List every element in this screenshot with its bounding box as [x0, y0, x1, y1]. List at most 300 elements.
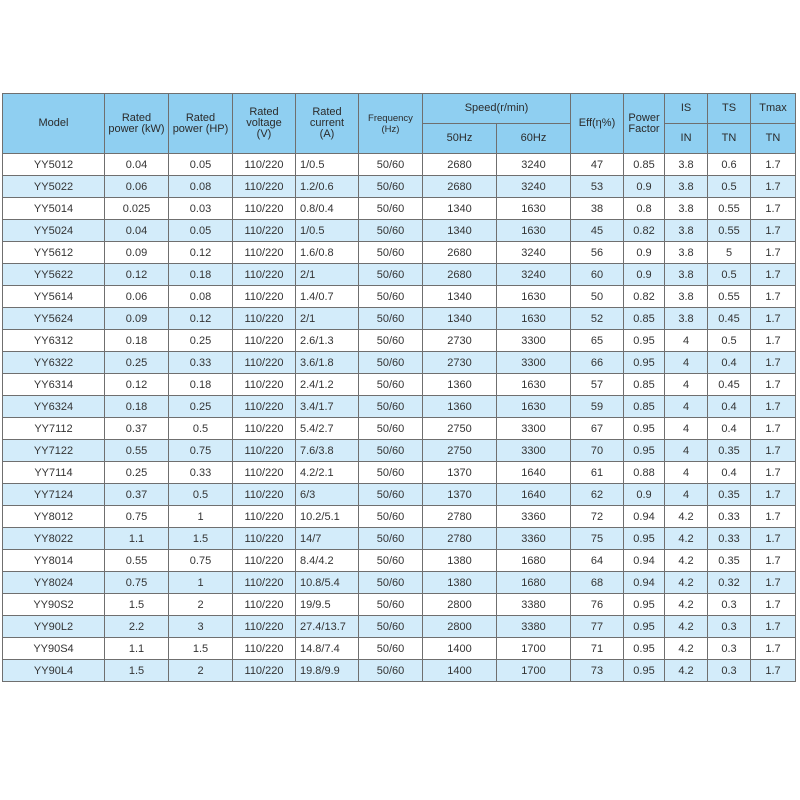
table-row	[3, 242, 796, 264]
cell-model: YY5612	[3, 242, 105, 264]
cell-rated-voltage: 110/220	[233, 330, 296, 352]
cell-rated-voltage: 110/220	[233, 528, 296, 550]
table-row	[3, 484, 796, 506]
header-in: IN	[665, 124, 708, 154]
cell-rated-current: 10.8/5.4	[296, 572, 359, 594]
cell-rated-current: 19/9.5	[296, 594, 359, 616]
cell-ts-tn: 0.5	[708, 264, 751, 286]
cell-model: YY7122	[3, 440, 105, 462]
cell-frequency: 50/60	[359, 506, 423, 528]
cell-tmax-tn: 1.7	[751, 638, 796, 660]
cell-rated-current: 7.6/3.8	[296, 440, 359, 462]
cell-rated-current: 2.6/1.3	[296, 330, 359, 352]
table-row	[3, 352, 796, 374]
cell-speed-50hz: 1340	[423, 308, 497, 330]
cell-frequency: 50/60	[359, 616, 423, 638]
cell-speed-60hz: 1640	[497, 484, 571, 506]
cell-model: YY8024	[3, 572, 105, 594]
table-row	[3, 330, 796, 352]
cell-speed-50hz: 2750	[423, 418, 497, 440]
cell-rated-power-hp: 0.25	[169, 330, 233, 352]
cell-rated-voltage: 110/220	[233, 572, 296, 594]
cell-model: YY8022	[3, 528, 105, 550]
cell-frequency: 50/60	[359, 242, 423, 264]
cell-eff: 61	[571, 462, 624, 484]
cell-rated-voltage: 110/220	[233, 418, 296, 440]
cell-speed-60hz: 1630	[497, 286, 571, 308]
cell-rated-power-hp: 0.33	[169, 352, 233, 374]
cell-rated-power-hp: 3	[169, 616, 233, 638]
cell-power-factor: 0.9	[624, 484, 665, 506]
cell-speed-60hz: 1630	[497, 374, 571, 396]
cell-power-factor: 0.95	[624, 660, 665, 682]
cell-speed-50hz: 2780	[423, 506, 497, 528]
cell-eff: 53	[571, 176, 624, 198]
cell-frequency: 50/60	[359, 330, 423, 352]
cell-is-in: 4.2	[665, 594, 708, 616]
header-speed: Speed(r/min)	[423, 94, 571, 124]
cell-eff: 57	[571, 374, 624, 396]
cell-rated-power-hp: 0.08	[169, 286, 233, 308]
cell-frequency: 50/60	[359, 176, 423, 198]
cell-model: YY5622	[3, 264, 105, 286]
cell-speed-60hz: 3300	[497, 440, 571, 462]
cell-ts-tn: 0.4	[708, 418, 751, 440]
cell-eff: 38	[571, 198, 624, 220]
table-row	[3, 374, 796, 396]
cell-model: YY7112	[3, 418, 105, 440]
table-row	[3, 154, 796, 176]
cell-speed-50hz: 1400	[423, 638, 497, 660]
cell-rated-power-hp: 1.5	[169, 638, 233, 660]
cell-frequency: 50/60	[359, 660, 423, 682]
header-is: IS	[665, 94, 708, 124]
cell-model: YY90S4	[3, 638, 105, 660]
cell-rated-current: 4.2/2.1	[296, 462, 359, 484]
cell-rated-voltage: 110/220	[233, 484, 296, 506]
cell-tmax-tn: 1.7	[751, 220, 796, 242]
cell-is-in: 4.2	[665, 506, 708, 528]
cell-is-in: 3.8	[665, 242, 708, 264]
header-model: Model	[3, 94, 105, 154]
cell-tmax-tn: 1.7	[751, 198, 796, 220]
cell-speed-60hz: 3240	[497, 264, 571, 286]
cell-eff: 50	[571, 286, 624, 308]
cell-rated-power-kw: 1.1	[105, 528, 169, 550]
cell-eff: 62	[571, 484, 624, 506]
cell-eff: 47	[571, 154, 624, 176]
cell-rated-voltage: 110/220	[233, 616, 296, 638]
cell-ts-tn: 0.32	[708, 572, 751, 594]
cell-rated-voltage: 110/220	[233, 352, 296, 374]
cell-speed-60hz: 1680	[497, 572, 571, 594]
header-rated-power-kw: Rated power (kW)	[105, 94, 169, 154]
table-body	[3, 154, 796, 682]
cell-rated-power-hp: 0.12	[169, 308, 233, 330]
cell-power-factor: 0.85	[624, 374, 665, 396]
cell-eff: 66	[571, 352, 624, 374]
header-rated-voltage: Rated voltage (V)	[233, 94, 296, 154]
cell-eff: 60	[571, 264, 624, 286]
header-rated-current: Rated current (A)	[296, 94, 359, 154]
cell-is-in: 4	[665, 484, 708, 506]
cell-speed-60hz: 1630	[497, 198, 571, 220]
cell-tmax-tn: 1.7	[751, 396, 796, 418]
table-row	[3, 176, 796, 198]
cell-tmax-tn: 1.7	[751, 506, 796, 528]
cell-frequency: 50/60	[359, 528, 423, 550]
cell-speed-50hz: 2750	[423, 440, 497, 462]
cell-rated-power-kw: 0.04	[105, 154, 169, 176]
cell-rated-power-hp: 0.08	[169, 176, 233, 198]
cell-rated-current: 6/3	[296, 484, 359, 506]
table-row	[3, 638, 796, 660]
cell-speed-50hz: 1340	[423, 220, 497, 242]
cell-rated-power-kw: 1.5	[105, 660, 169, 682]
cell-eff: 59	[571, 396, 624, 418]
cell-rated-power-hp: 0.33	[169, 462, 233, 484]
cell-power-factor: 0.95	[624, 418, 665, 440]
cell-model: YY6322	[3, 352, 105, 374]
cell-ts-tn: 0.3	[708, 660, 751, 682]
cell-is-in: 4.2	[665, 528, 708, 550]
cell-frequency: 50/60	[359, 550, 423, 572]
cell-frequency: 50/60	[359, 462, 423, 484]
cell-tmax-tn: 1.7	[751, 550, 796, 572]
table-row	[3, 616, 796, 638]
cell-rated-power-hp: 1	[169, 572, 233, 594]
cell-is-in: 3.8	[665, 220, 708, 242]
cell-eff: 52	[571, 308, 624, 330]
cell-rated-voltage: 110/220	[233, 242, 296, 264]
cell-eff: 75	[571, 528, 624, 550]
table-header	[3, 94, 796, 154]
cell-rated-current: 27.4/13.7	[296, 616, 359, 638]
cell-tmax-tn: 1.7	[751, 528, 796, 550]
cell-is-in: 4.2	[665, 638, 708, 660]
cell-tmax-tn: 1.7	[751, 484, 796, 506]
cell-rated-current: 1.6/0.8	[296, 242, 359, 264]
cell-rated-current: 5.4/2.7	[296, 418, 359, 440]
cell-speed-60hz: 3300	[497, 418, 571, 440]
cell-rated-power-kw: 0.025	[105, 198, 169, 220]
cell-frequency: 50/60	[359, 264, 423, 286]
cell-tmax-tn: 1.7	[751, 242, 796, 264]
cell-rated-current: 1/0.5	[296, 220, 359, 242]
cell-speed-50hz: 1370	[423, 484, 497, 506]
header-tmax-tn: TN	[751, 124, 796, 154]
cell-is-in: 4	[665, 374, 708, 396]
cell-rated-power-kw: 0.25	[105, 352, 169, 374]
cell-rated-power-hp: 1.5	[169, 528, 233, 550]
cell-frequency: 50/60	[359, 396, 423, 418]
cell-power-factor: 0.8	[624, 198, 665, 220]
motor-spec-table	[2, 93, 796, 682]
cell-rated-power-kw: 0.06	[105, 286, 169, 308]
cell-rated-power-hp: 0.05	[169, 154, 233, 176]
cell-rated-power-kw: 0.09	[105, 242, 169, 264]
cell-speed-60hz: 3380	[497, 616, 571, 638]
table-row	[3, 572, 796, 594]
table-row	[3, 528, 796, 550]
cell-ts-tn: 0.3	[708, 638, 751, 660]
cell-frequency: 50/60	[359, 594, 423, 616]
cell-is-in: 4	[665, 396, 708, 418]
cell-ts-tn: 0.4	[708, 352, 751, 374]
cell-power-factor: 0.9	[624, 264, 665, 286]
cell-rated-power-kw: 0.18	[105, 396, 169, 418]
cell-rated-power-kw: 0.75	[105, 506, 169, 528]
cell-is-in: 4	[665, 352, 708, 374]
cell-rated-power-hp: 0.75	[169, 550, 233, 572]
cell-is-in: 3.8	[665, 198, 708, 220]
cell-power-factor: 0.85	[624, 154, 665, 176]
cell-power-factor: 0.85	[624, 308, 665, 330]
cell-speed-50hz: 1380	[423, 550, 497, 572]
cell-model: YY5022	[3, 176, 105, 198]
cell-rated-voltage: 110/220	[233, 440, 296, 462]
table-row	[3, 462, 796, 484]
cell-tmax-tn: 1.7	[751, 176, 796, 198]
cell-power-factor: 0.95	[624, 528, 665, 550]
cell-eff: 76	[571, 594, 624, 616]
cell-eff: 64	[571, 550, 624, 572]
cell-rated-current: 3.4/1.7	[296, 396, 359, 418]
cell-ts-tn: 0.35	[708, 484, 751, 506]
cell-power-factor: 0.9	[624, 242, 665, 264]
cell-tmax-tn: 1.7	[751, 572, 796, 594]
cell-rated-voltage: 110/220	[233, 176, 296, 198]
cell-ts-tn: 0.3	[708, 594, 751, 616]
header-eff: Eff(η%)	[571, 94, 624, 154]
cell-rated-current: 1.4/0.7	[296, 286, 359, 308]
table-row	[3, 396, 796, 418]
cell-ts-tn: 0.3	[708, 616, 751, 638]
cell-model: YY8012	[3, 506, 105, 528]
cell-ts-tn: 0.35	[708, 440, 751, 462]
cell-power-factor: 0.95	[624, 594, 665, 616]
cell-rated-voltage: 110/220	[233, 638, 296, 660]
cell-tmax-tn: 1.7	[751, 462, 796, 484]
table-row	[3, 308, 796, 330]
cell-speed-60hz: 3300	[497, 352, 571, 374]
cell-tmax-tn: 1.7	[751, 418, 796, 440]
cell-rated-power-hp: 0.75	[169, 440, 233, 462]
cell-model: YY90L2	[3, 616, 105, 638]
cell-speed-60hz: 3380	[497, 594, 571, 616]
cell-power-factor: 0.95	[624, 616, 665, 638]
table-row	[3, 220, 796, 242]
cell-speed-60hz: 1630	[497, 220, 571, 242]
cell-ts-tn: 0.55	[708, 198, 751, 220]
cell-tmax-tn: 1.7	[751, 286, 796, 308]
cell-model: YY5624	[3, 308, 105, 330]
cell-rated-power-kw: 0.06	[105, 176, 169, 198]
cell-model: YY8014	[3, 550, 105, 572]
cell-speed-60hz: 3300	[497, 330, 571, 352]
cell-rated-power-hp: 0.5	[169, 484, 233, 506]
cell-rated-current: 2.4/1.2	[296, 374, 359, 396]
header-speed-50hz: 50Hz	[423, 124, 497, 154]
cell-frequency: 50/60	[359, 286, 423, 308]
cell-rated-power-kw: 0.12	[105, 374, 169, 396]
cell-is-in: 4	[665, 330, 708, 352]
cell-tmax-tn: 1.7	[751, 308, 796, 330]
cell-model: YY7124	[3, 484, 105, 506]
cell-eff: 68	[571, 572, 624, 594]
table-row	[3, 506, 796, 528]
cell-speed-50hz: 2680	[423, 242, 497, 264]
cell-ts-tn: 0.4	[708, 396, 751, 418]
cell-rated-current: 19.8/9.9	[296, 660, 359, 682]
cell-ts-tn: 5	[708, 242, 751, 264]
cell-tmax-tn: 1.7	[751, 616, 796, 638]
cell-rated-current: 1/0.5	[296, 154, 359, 176]
cell-tmax-tn: 1.7	[751, 594, 796, 616]
header-speed-60hz: 60Hz	[497, 124, 571, 154]
cell-speed-50hz: 1370	[423, 462, 497, 484]
cell-rated-current: 14/7	[296, 528, 359, 550]
cell-model: YY5014	[3, 198, 105, 220]
cell-ts-tn: 0.55	[708, 286, 751, 308]
cell-power-factor: 0.95	[624, 352, 665, 374]
cell-rated-power-hp: 0.5	[169, 418, 233, 440]
cell-rated-power-hp: 0.03	[169, 198, 233, 220]
cell-rated-current: 2/1	[296, 264, 359, 286]
table-row	[3, 594, 796, 616]
cell-tmax-tn: 1.7	[751, 374, 796, 396]
cell-speed-60hz: 1630	[497, 308, 571, 330]
cell-speed-60hz: 3360	[497, 528, 571, 550]
cell-rated-power-kw: 0.12	[105, 264, 169, 286]
cell-rated-power-hp: 0.05	[169, 220, 233, 242]
cell-is-in: 3.8	[665, 308, 708, 330]
cell-ts-tn: 0.6	[708, 154, 751, 176]
cell-ts-tn: 0.55	[708, 220, 751, 242]
cell-rated-current: 10.2/5.1	[296, 506, 359, 528]
cell-ts-tn: 0.45	[708, 374, 751, 396]
cell-model: YY6314	[3, 374, 105, 396]
cell-speed-50hz: 1400	[423, 660, 497, 682]
cell-speed-60hz: 1700	[497, 638, 571, 660]
cell-model: YY6324	[3, 396, 105, 418]
cell-speed-60hz: 1700	[497, 660, 571, 682]
table-row	[3, 418, 796, 440]
cell-rated-power-hp: 0.18	[169, 374, 233, 396]
cell-eff: 45	[571, 220, 624, 242]
cell-speed-60hz: 1630	[497, 396, 571, 418]
cell-rated-voltage: 110/220	[233, 264, 296, 286]
cell-rated-power-kw: 0.75	[105, 572, 169, 594]
cell-power-factor: 0.95	[624, 638, 665, 660]
cell-rated-voltage: 110/220	[233, 506, 296, 528]
cell-speed-50hz: 2680	[423, 264, 497, 286]
cell-rated-current: 14.8/7.4	[296, 638, 359, 660]
cell-model: YY5012	[3, 154, 105, 176]
cell-ts-tn: 0.5	[708, 176, 751, 198]
cell-eff: 72	[571, 506, 624, 528]
cell-rated-power-kw: 0.55	[105, 550, 169, 572]
cell-is-in: 4.2	[665, 572, 708, 594]
cell-rated-power-hp: 1	[169, 506, 233, 528]
cell-tmax-tn: 1.7	[751, 352, 796, 374]
cell-ts-tn: 0.33	[708, 506, 751, 528]
cell-rated-power-hp: 2	[169, 660, 233, 682]
cell-eff: 70	[571, 440, 624, 462]
table-row	[3, 286, 796, 308]
cell-speed-60hz: 3240	[497, 176, 571, 198]
cell-frequency: 50/60	[359, 154, 423, 176]
cell-is-in: 4	[665, 440, 708, 462]
cell-tmax-tn: 1.7	[751, 154, 796, 176]
cell-is-in: 3.8	[665, 154, 708, 176]
cell-ts-tn: 0.35	[708, 550, 751, 572]
cell-power-factor: 0.95	[624, 330, 665, 352]
cell-rated-power-kw: 0.04	[105, 220, 169, 242]
cell-power-factor: 0.85	[624, 396, 665, 418]
table-row	[3, 660, 796, 682]
cell-power-factor: 0.94	[624, 550, 665, 572]
cell-ts-tn: 0.4	[708, 462, 751, 484]
cell-speed-50hz: 1380	[423, 572, 497, 594]
cell-tmax-tn: 1.7	[751, 440, 796, 462]
cell-rated-voltage: 110/220	[233, 308, 296, 330]
cell-model: YY90L4	[3, 660, 105, 682]
cell-rated-current: 0.8/0.4	[296, 198, 359, 220]
cell-model: YY6312	[3, 330, 105, 352]
cell-power-factor: 0.82	[624, 220, 665, 242]
header-rated-power-hp: Rated power (HP)	[169, 94, 233, 154]
cell-model: YY7114	[3, 462, 105, 484]
cell-rated-power-kw: 0.55	[105, 440, 169, 462]
cell-rated-voltage: 110/220	[233, 660, 296, 682]
cell-power-factor: 0.9	[624, 176, 665, 198]
cell-tmax-tn: 1.7	[751, 330, 796, 352]
header-ts: TS	[708, 94, 751, 124]
cell-frequency: 50/60	[359, 220, 423, 242]
cell-rated-power-kw: 2.2	[105, 616, 169, 638]
cell-ts-tn: 0.33	[708, 528, 751, 550]
cell-speed-50hz: 2800	[423, 616, 497, 638]
cell-speed-50hz: 1360	[423, 374, 497, 396]
cell-frequency: 50/60	[359, 374, 423, 396]
cell-is-in: 4.2	[665, 616, 708, 638]
cell-model: YY90S2	[3, 594, 105, 616]
cell-ts-tn: 0.5	[708, 330, 751, 352]
cell-rated-current: 2/1	[296, 308, 359, 330]
cell-speed-50hz: 2730	[423, 352, 497, 374]
cell-is-in: 4.2	[665, 660, 708, 682]
cell-rated-voltage: 110/220	[233, 594, 296, 616]
table-row	[3, 264, 796, 286]
cell-rated-voltage: 110/220	[233, 220, 296, 242]
cell-eff: 73	[571, 660, 624, 682]
cell-speed-60hz: 3360	[497, 506, 571, 528]
cell-speed-50hz: 1340	[423, 198, 497, 220]
cell-frequency: 50/60	[359, 638, 423, 660]
header-tn: TN	[708, 124, 751, 154]
cell-power-factor: 0.94	[624, 572, 665, 594]
cell-model: YY5614	[3, 286, 105, 308]
cell-tmax-tn: 1.7	[751, 264, 796, 286]
cell-rated-voltage: 110/220	[233, 462, 296, 484]
header-tmax: Tmax	[751, 94, 796, 124]
cell-rated-voltage: 110/220	[233, 396, 296, 418]
cell-rated-power-kw: 0.25	[105, 462, 169, 484]
header-frequency: Frequency (Hz)	[359, 94, 423, 154]
header-power-factor: Power Factor	[624, 94, 665, 154]
cell-power-factor: 0.82	[624, 286, 665, 308]
